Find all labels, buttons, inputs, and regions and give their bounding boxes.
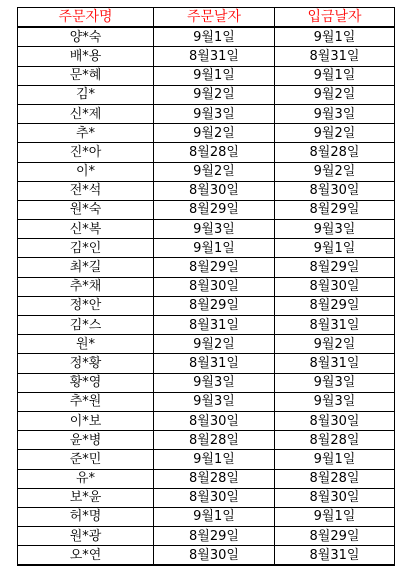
order-date-cell: 8월28일 [154,431,275,450]
deposit-date-cell: 9월3일 [275,373,395,392]
deposit-date-cell: 8월31일 [275,546,395,566]
table-row [18,104,395,123]
order-date-cell: 8월30일 [154,546,275,566]
table-row [18,488,395,507]
table-row [18,181,395,200]
table-row [18,507,395,526]
deposit-date-cell: 9월3일 [275,392,395,411]
deposit-date-cell: 8월29일 [275,200,395,219]
header-order-date: 주문날자 [154,8,275,28]
deposit-date-cell: 9월2일 [275,124,395,143]
header-row [18,8,395,28]
deposit-date-cell: 8월31일 [275,316,395,335]
deposit-date-cell: 9월1일 [275,507,395,526]
order-date-cell: 9월1일 [154,66,275,85]
table-header [18,8,395,28]
order-date-cell: 8월30일 [154,181,275,200]
table-row [18,47,395,66]
orderer-name-cell: 문*혜 [18,66,154,85]
orderer-name-cell: 정*안 [18,296,154,315]
orderer-name-cell: 전*석 [18,181,154,200]
orderer-name-cell: 윤*병 [18,431,154,450]
order-date-cell: 9월3일 [154,373,275,392]
order-date-cell: 9월2일 [154,335,275,354]
deposit-date-cell: 8월31일 [275,354,395,373]
table-row [18,469,395,488]
orderer-name-cell: 신*복 [18,220,154,239]
order-date-cell: 8월29일 [154,296,275,315]
deposit-date-cell: 8월30일 [275,488,395,507]
table-row [18,354,395,373]
orderer-name-cell: 추* [18,124,154,143]
deposit-date-cell: 9월2일 [275,162,395,181]
orderer-name-cell: 원* [18,335,154,354]
orderer-name-cell: 이*보 [18,411,154,430]
table-row [18,220,395,239]
order-date-cell: 8월29일 [154,258,275,277]
order-date-cell: 9월2일 [154,85,275,104]
table-row [18,258,395,277]
orderer-name-cell: 신*제 [18,104,154,123]
table-row [18,392,395,411]
deposit-date-cell: 9월1일 [275,27,395,47]
order-date-cell: 9월3일 [154,392,275,411]
deposit-date-cell: 9월3일 [275,104,395,123]
order-date-cell: 8월29일 [154,200,275,219]
order-date-cell: 9월1일 [154,239,275,258]
orderer-name-cell: 정*황 [18,354,154,373]
deposit-date-cell: 8월30일 [275,411,395,430]
table-row [18,296,395,315]
orderer-name-cell: 최*길 [18,258,154,277]
table-row [18,546,395,566]
orderer-name-cell: 허*명 [18,507,154,526]
orderer-name-cell: 유* [18,469,154,488]
deposit-date-cell: 8월28일 [275,431,395,450]
deposit-date-cell: 8월30일 [275,181,395,200]
orderer-name-cell: 진*아 [18,143,154,162]
orderer-name-cell: 오*연 [18,546,154,566]
table-body [18,27,395,565]
table-row [18,450,395,469]
order-date-cell: 9월1일 [154,507,275,526]
orderer-name-cell: 황*영 [18,373,154,392]
table-row [18,27,395,47]
table-row [18,411,395,430]
order-date-cell: 9월2일 [154,124,275,143]
table-row [18,143,395,162]
order-date-cell: 9월1일 [154,450,275,469]
order-date-cell: 8월28일 [154,143,275,162]
order-deposit-table [17,7,395,566]
order-date-cell: 8월31일 [154,316,275,335]
deposit-date-cell: 9월1일 [275,450,395,469]
table-row [18,431,395,450]
order-date-cell: 9월2일 [154,162,275,181]
order-date-cell: 9월3일 [154,104,275,123]
deposit-date-cell: 8월28일 [275,143,395,162]
table-row [18,85,395,104]
order-date-cell: 9월3일 [154,220,275,239]
orderer-name-cell: 김*인 [18,239,154,258]
orderer-name-cell: 추*채 [18,277,154,296]
table-row [18,66,395,85]
table-row [18,527,395,546]
deposit-date-cell: 9월3일 [275,220,395,239]
deposit-date-cell: 9월2일 [275,85,395,104]
header-deposit-date: 입금날자 [275,8,395,28]
order-date-cell: 8월30일 [154,488,275,507]
table-row [18,316,395,335]
order-date-cell: 8월29일 [154,527,275,546]
orderer-name-cell: 원*숙 [18,200,154,219]
order-date-cell: 8월31일 [154,47,275,66]
deposit-date-cell: 8월28일 [275,469,395,488]
orderer-name-cell: 김*스 [18,316,154,335]
deposit-date-cell: 9월2일 [275,335,395,354]
order-date-cell: 8월28일 [154,469,275,488]
order-date-cell: 8월31일 [154,354,275,373]
deposit-date-cell: 9월1일 [275,66,395,85]
deposit-date-cell: 8월29일 [275,296,395,315]
orderer-name-cell: 원*광 [18,527,154,546]
table-row [18,373,395,392]
table-row [18,335,395,354]
orderer-name-cell: 양*숙 [18,27,154,47]
table-row [18,200,395,219]
deposit-date-cell: 8월30일 [275,277,395,296]
header-orderer-name: 주문자명 [18,8,154,28]
table-row [18,239,395,258]
orderer-name-cell: 추*원 [18,392,154,411]
deposit-date-cell: 8월31일 [275,47,395,66]
orderer-name-cell: 준*민 [18,450,154,469]
table-row [18,277,395,296]
orderer-name-cell: 이* [18,162,154,181]
deposit-date-cell: 9월1일 [275,239,395,258]
orderer-name-cell: 김* [18,85,154,104]
orderer-name-cell: 보*윤 [18,488,154,507]
table-row [18,124,395,143]
orderer-name-cell: 배*용 [18,47,154,66]
deposit-date-cell: 8월29일 [275,527,395,546]
deposit-date-cell: 8월29일 [275,258,395,277]
order-date-cell: 8월30일 [154,277,275,296]
order-date-cell: 9월1일 [154,27,275,47]
table-row [18,162,395,181]
order-date-cell: 8월30일 [154,411,275,430]
